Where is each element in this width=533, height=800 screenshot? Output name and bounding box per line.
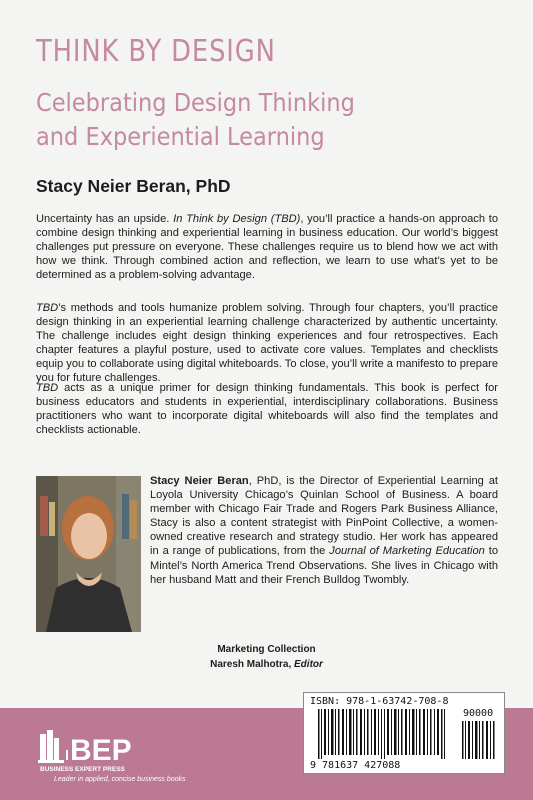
p3-text-b: acts as a unique primer for design thinking fundamentals. This book is perfect for business educators and students in experiential, interdisciplinary collaborations. Business practitioners who want to incorporate digital whiteboards will also find the templates and checklists actionable.	[36, 382, 498, 437]
description-paragraph-3	[36, 381, 498, 437]
p3-text-a: TBD	[36, 382, 59, 394]
p1-text-b: In Think by Design (TBD)	[173, 213, 301, 225]
subtitle-line-2: and Experiential Learning	[36, 122, 325, 151]
author-photo	[36, 476, 141, 632]
bio-text-a: , PhD, is the Director of Experiential Learning at Loyola University Chicago’s Quinlan School of Business. A board member with Chicago Fair Trade and Rogers Park Business Alliance, Stacy is also a content strategist with PinPoint Collective, a women-owned creative research and strategy studio. Her work has appeared in a range of publications, from the	[150, 475, 498, 558]
collection-name: Marketing Collection	[217, 644, 316, 655]
book-title: THINK BY DESIGN	[36, 34, 276, 69]
author-bio	[150, 474, 498, 587]
bio-journal: Journal of Marketing Education	[329, 545, 485, 558]
p2-text-a: TBD	[36, 302, 59, 314]
isbn-barcode	[303, 692, 505, 774]
p2-text-b: ’s methods and tools humanize problem solving. Through four chapters, you’ll practice design thinking in an experiential learning challenge characterized by authentic uncertainty. The challenge includes eight design thinking experiences and four retrospectives. Each chapter features a playful posture, used to activate core values. Templates and checklists equip you to collaborate using digital whiteboards. To close, you’ll write a manifesto to prepare you for future challenges.	[36, 302, 498, 385]
logo-subtext: BUSINESS EXPERT PRESS	[40, 766, 125, 773]
p1-text-a: Uncertainty has an upside.	[36, 213, 174, 225]
collection-editor	[0, 659, 533, 670]
subtitle-line-1: Celebrating Design Thinking	[36, 88, 355, 117]
isbn-label: ISBN: 978-1-63742-708-8	[310, 696, 449, 707]
author-photo-illustration	[36, 476, 141, 632]
bio-text-b: to Mintel’s North America Trend Observations. She lives in Chicago with her husband Matt and their French Bulldog Twombly.	[150, 545, 499, 586]
p1-text-c: , you’ll practice a hands-on approach to combine design thinking and experiential learning in business education. Our world’s biggest challenges put pressure on everyone. These challenges require us to blend how we act with how we think. Through combined action and reflection, we learn to use what’s yet to be determined as a problem-solving advantage.	[36, 213, 498, 282]
bio-name: Stacy Neier Beran	[150, 475, 249, 487]
publisher-tagline: Leader in applied, concise business books	[54, 776, 186, 783]
description-paragraph-2	[36, 301, 498, 386]
book-subtitle	[36, 86, 355, 154]
logo-text: BEP	[70, 734, 132, 767]
editor-name: Naresh Malhotra,	[210, 659, 295, 670]
author-name: Stacy Neier Beran, PhD	[36, 176, 231, 196]
editor-role: Editor	[294, 659, 323, 670]
barcode-number: 9 781637 427088	[310, 760, 401, 771]
description-paragraph-1	[36, 212, 498, 282]
price-code: 90000	[463, 708, 494, 719]
